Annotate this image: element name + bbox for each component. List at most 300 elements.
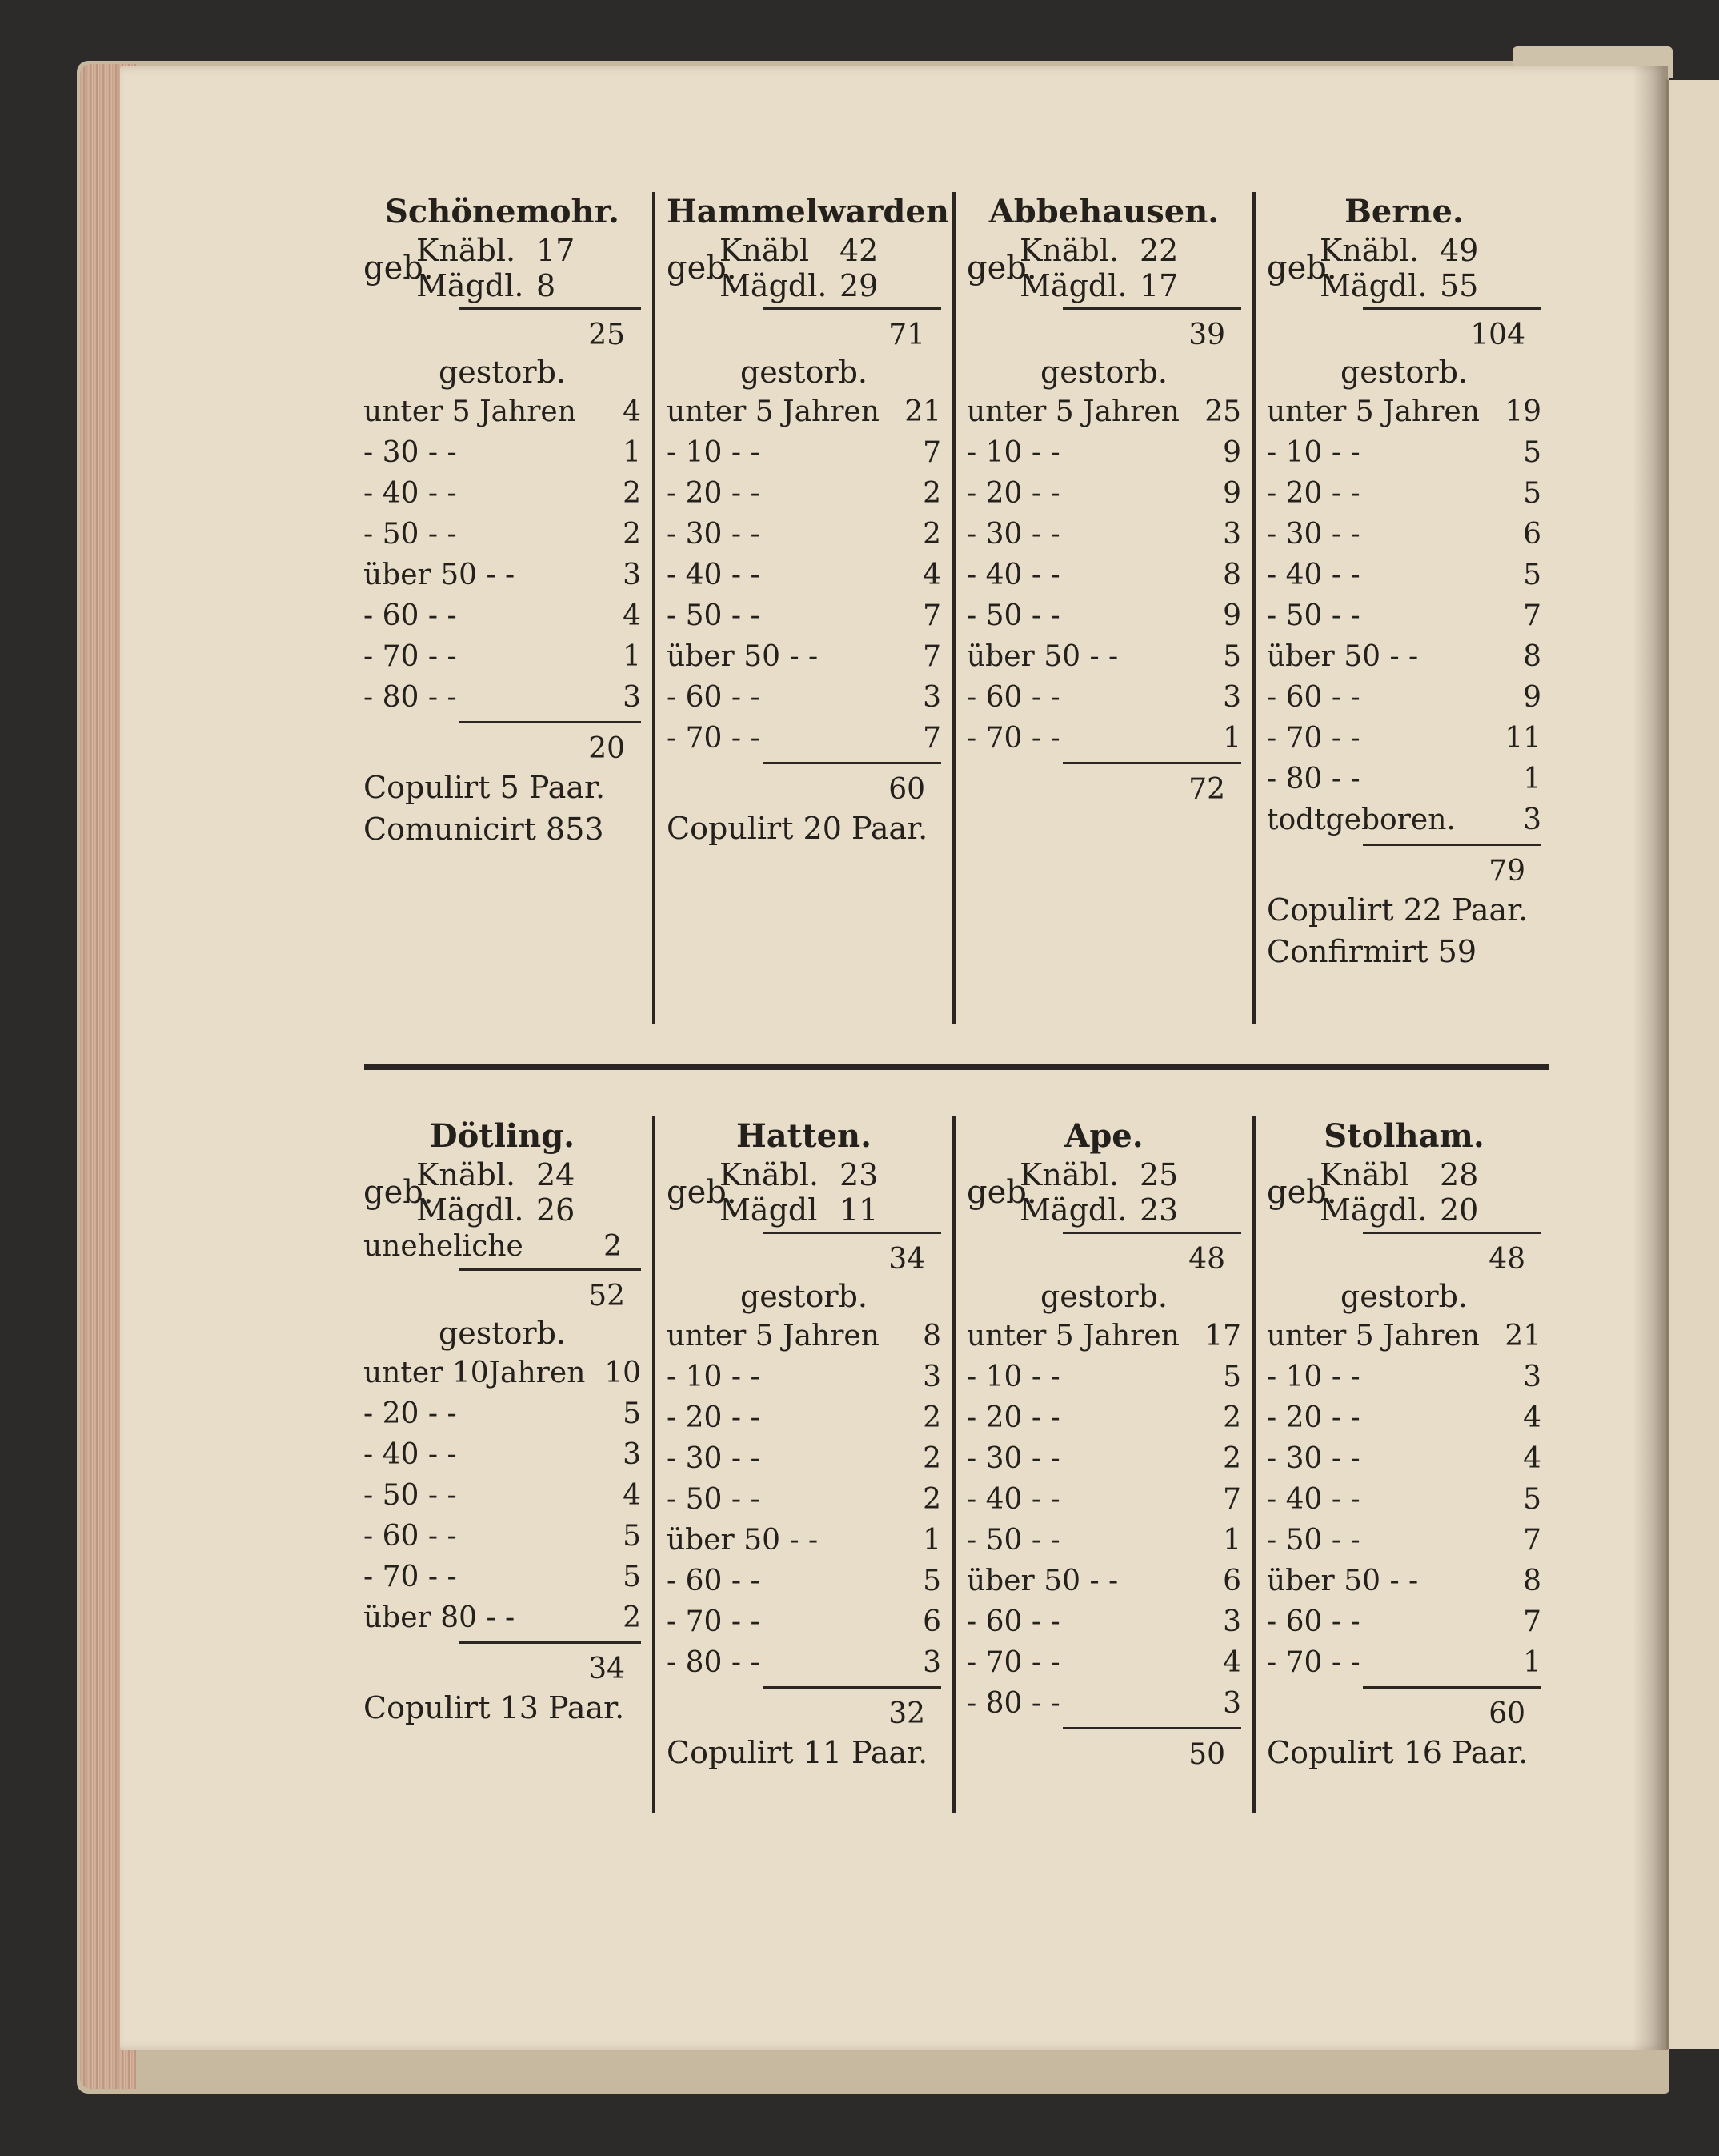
illegitimate-count: 2	[603, 1230, 622, 1263]
boys-count: 42	[839, 233, 879, 268]
parish-column	[952, 192, 1252, 1024]
age-bracket: - 50 - -	[1267, 599, 1360, 632]
sum-rule	[1363, 1232, 1541, 1234]
age-bracket: - 70 - -	[1267, 722, 1360, 755]
age-bracket: - 50 - -	[967, 599, 1060, 632]
death-count: 4	[623, 395, 641, 428]
births-total: 48	[1188, 1243, 1225, 1276]
age-bracket: - 60 - -	[667, 681, 760, 714]
births-block	[1267, 232, 1541, 304]
deaths-total: 50	[1188, 1738, 1225, 1771]
death-age-row	[1267, 514, 1541, 555]
death-count: 5	[623, 1520, 641, 1553]
boys-count: 28	[1440, 1157, 1479, 1192]
age-bracket: - 40 - -	[967, 1483, 1060, 1516]
births-block	[1267, 1156, 1541, 1228]
death-age-row	[363, 1353, 641, 1393]
death-age-row	[667, 595, 941, 636]
death-age-row	[667, 1520, 941, 1561]
age-bracket: - 50 - -	[363, 1479, 457, 1512]
age-bracket: - 20 - -	[1267, 477, 1360, 510]
death-count: 1	[1223, 1524, 1241, 1557]
death-count: 7	[1523, 1524, 1541, 1557]
death-age-row	[967, 1642, 1241, 1683]
death-age-row	[967, 677, 1241, 718]
age-bracket: - 50 - -	[1267, 1524, 1360, 1557]
death-count: 1	[1523, 763, 1541, 795]
births-total: 48	[1489, 1243, 1525, 1276]
age-bracket: unter 5 Jahren	[667, 395, 880, 428]
age-bracket: - 20 - -	[667, 477, 760, 510]
age-bracket: - 60 - -	[967, 1605, 1060, 1638]
death-age-row	[1267, 1601, 1541, 1642]
girls-line	[1020, 1192, 1241, 1228]
deaths-heading: gestorb.	[1040, 355, 1168, 390]
death-age-row	[363, 1393, 641, 1434]
parish-column	[352, 1116, 652, 1813]
sum-rule	[459, 1268, 641, 1271]
death-age-row	[667, 1357, 941, 1397]
births-total: 25	[588, 319, 625, 351]
age-bracket: über 50 - -	[967, 640, 1119, 673]
sum-rule	[1063, 762, 1241, 764]
death-count: 5	[1223, 1361, 1241, 1393]
age-bracket: - 70 - -	[667, 722, 760, 755]
death-count: 2	[923, 1442, 941, 1475]
girls-count: 8	[536, 268, 556, 303]
age-bracket: - 20 - -	[363, 1397, 457, 1430]
parish-name: Ape.	[1064, 1117, 1144, 1155]
births-block	[363, 1156, 641, 1228]
sum-rule	[763, 307, 941, 310]
death-age-row	[363, 1557, 641, 1597]
age-bracket: - 20 - -	[967, 477, 1060, 510]
births-label: geb.	[363, 1174, 434, 1211]
death-age-row	[967, 391, 1241, 432]
death-age-row	[667, 391, 941, 432]
death-age-row	[667, 1316, 941, 1357]
death-count: 5	[623, 1397, 641, 1430]
age-bracket: - 20 - -	[967, 1401, 1060, 1434]
parish-table-bottom	[352, 1116, 1553, 1813]
boys-count: 25	[1140, 1157, 1179, 1192]
death-count: 9	[1223, 436, 1241, 469]
boys-line	[719, 1157, 941, 1192]
death-age-row	[967, 1683, 1241, 1724]
death-age-row	[967, 1357, 1241, 1397]
age-bracket: - 60 - -	[1267, 1605, 1360, 1638]
births-lines	[719, 233, 941, 303]
death-count: 5	[623, 1561, 641, 1593]
girls-count: 26	[536, 1192, 575, 1228]
boys-count: 49	[1440, 233, 1479, 268]
death-count: 5	[1523, 559, 1541, 591]
girls-label: Mägdl.	[1320, 1192, 1428, 1228]
death-count: 7	[923, 599, 941, 632]
death-age-row	[967, 1397, 1241, 1438]
parish-note: Comunicirt 853	[363, 812, 604, 847]
death-count: 8	[1223, 559, 1241, 591]
age-bracket: - 50 - -	[667, 599, 760, 632]
age-bracket: - 60 - -	[1267, 681, 1360, 714]
death-count: 6	[1523, 518, 1541, 551]
parish-note: Copulirt 5 Paar.	[363, 770, 606, 805]
sum-rule	[763, 1232, 941, 1234]
death-count: 1	[623, 436, 641, 469]
death-count: 8	[1523, 1565, 1541, 1597]
age-bracket: - 30 - -	[667, 1442, 760, 1475]
births-block	[667, 232, 941, 304]
boys-label: Knäbl.	[1320, 233, 1420, 268]
girls-label: Mägdl.	[719, 268, 827, 303]
girls-count: 55	[1440, 268, 1479, 303]
death-age-row	[1267, 799, 1541, 840]
parish-note: Copulirt 22 Paar.	[1267, 892, 1529, 928]
age-bracket: - 10 - -	[667, 436, 760, 469]
births-lines	[1320, 1157, 1541, 1228]
boys-count: 24	[536, 1157, 575, 1192]
age-bracket: - 10 - -	[1267, 1361, 1360, 1393]
age-bracket: - 50 - -	[363, 518, 457, 551]
boys-line	[416, 1157, 641, 1192]
age-bracket: - 70 - -	[363, 1561, 457, 1593]
age-bracket: - 30 - -	[363, 436, 457, 469]
death-count: 17	[1204, 1320, 1241, 1353]
births-block	[363, 232, 641, 304]
death-age-row	[667, 636, 941, 677]
sum-rule	[1363, 844, 1541, 846]
age-bracket: - 60 - -	[667, 1565, 760, 1597]
death-count: 2	[623, 477, 641, 510]
death-count: 21	[904, 395, 941, 428]
births-label: geb.	[967, 1174, 1037, 1211]
death-age-row	[1267, 391, 1541, 432]
boys-label: Knäbl.	[1020, 233, 1120, 268]
death-age-row	[667, 677, 941, 718]
death-age-row	[363, 636, 641, 677]
deaths-heading: gestorb.	[1040, 1279, 1168, 1314]
death-age-row	[667, 1397, 941, 1438]
death-count: 5	[1523, 477, 1541, 510]
age-bracket: über 50 - -	[667, 1524, 819, 1557]
age-bracket: über 80 - -	[363, 1601, 515, 1634]
age-bracket: - 30 - -	[1267, 1442, 1360, 1475]
death-age-row	[1267, 1642, 1541, 1683]
sum-rule	[763, 1686, 941, 1689]
death-count: 4	[1223, 1646, 1241, 1679]
death-age-row	[667, 1438, 941, 1479]
death-count: 3	[623, 1438, 641, 1471]
sum-rule	[1363, 1686, 1541, 1689]
girls-line	[719, 1192, 941, 1228]
births-lines	[416, 1157, 641, 1228]
age-bracket: - 30 - -	[967, 1442, 1060, 1475]
death-age-row	[1267, 555, 1541, 595]
death-age-row	[363, 1516, 641, 1557]
death-age-row	[363, 1597, 641, 1638]
girls-line	[416, 268, 641, 303]
parish-column	[1252, 1116, 1553, 1813]
age-bracket: über 50 - -	[363, 559, 515, 591]
death-age-row	[667, 514, 941, 555]
boys-label: Knäbl	[1320, 1157, 1409, 1192]
age-bracket: - 40 - -	[1267, 1483, 1360, 1516]
girls-line	[719, 268, 941, 303]
death-age-row	[1267, 1561, 1541, 1601]
death-age-row	[363, 555, 641, 595]
death-count: 3	[923, 1646, 941, 1679]
births-total: 104	[1470, 319, 1525, 351]
girls-count: 29	[839, 268, 879, 303]
girls-line	[1320, 1192, 1541, 1228]
age-bracket: - 20 - -	[1267, 1401, 1360, 1434]
death-count: 1	[923, 1524, 941, 1557]
parish-name: Hatten.	[735, 1117, 872, 1155]
death-count: 3	[923, 681, 941, 714]
boys-label: Knäbl.	[1020, 1157, 1120, 1192]
age-bracket: - 40 - -	[1267, 559, 1360, 591]
sum-rule	[1063, 307, 1241, 310]
deaths-total: 20	[588, 732, 625, 765]
age-bracket: - 10 - -	[967, 436, 1060, 469]
facing-page-edge	[1666, 80, 1719, 2049]
age-bracket: über 50 - -	[1267, 1565, 1419, 1597]
death-age-row	[967, 636, 1241, 677]
death-count: 2	[923, 477, 941, 510]
death-age-row	[363, 432, 641, 473]
sum-rule	[459, 307, 641, 310]
girls-label: Mägdl.	[416, 1192, 524, 1228]
death-age-row	[1267, 636, 1541, 677]
births-label: geb.	[967, 250, 1037, 287]
parish-name: Berne.	[1344, 193, 1464, 230]
deaths-heading: gestorb.	[739, 1279, 868, 1314]
death-age-row	[1267, 1397, 1541, 1438]
boys-line	[1020, 1157, 1241, 1192]
death-count: 4	[623, 1479, 641, 1512]
death-count: 10	[604, 1357, 641, 1389]
death-age-row	[363, 514, 641, 555]
age-bracket: - 80 - -	[667, 1646, 760, 1679]
births-label: geb.	[1267, 1174, 1337, 1211]
death-count: 4	[623, 599, 641, 632]
births-label: geb.	[667, 1174, 737, 1211]
death-count: 9	[1223, 477, 1241, 510]
illegitimate-label: uneheliche	[363, 1230, 523, 1263]
death-age-row	[1267, 1479, 1541, 1520]
death-count: 4	[1523, 1442, 1541, 1475]
age-bracket: - 40 - -	[363, 1438, 457, 1471]
age-bracket: - 40 - -	[667, 559, 760, 591]
death-count: 2	[1223, 1401, 1241, 1434]
births-lines	[1020, 233, 1241, 303]
death-count: 25	[1204, 395, 1241, 428]
death-count: 5	[1523, 436, 1541, 469]
death-age-row	[667, 432, 941, 473]
parish-table-top	[352, 192, 1553, 1024]
parish-note: Copulirt 13 Paar.	[363, 1690, 625, 1725]
age-bracket: unter 5 Jahren	[967, 1320, 1180, 1353]
age-bracket: - 10 - -	[967, 1361, 1060, 1393]
death-age-row	[967, 473, 1241, 514]
death-age-row	[1267, 718, 1541, 759]
death-age-row	[1267, 432, 1541, 473]
girls-label: Mägdl.	[1020, 1192, 1128, 1228]
age-bracket: - 10 - -	[1267, 436, 1360, 469]
parish-name: Dötling.	[429, 1117, 575, 1155]
death-count: 3	[1223, 1605, 1241, 1638]
death-count: 7	[1223, 1483, 1241, 1516]
death-count: 9	[1223, 599, 1241, 632]
parish-note: Copulirt 16 Paar.	[1267, 1735, 1529, 1770]
death-count: 2	[923, 1483, 941, 1516]
death-age-row	[1267, 1438, 1541, 1479]
death-count: 19	[1505, 395, 1541, 428]
death-count: 1	[623, 640, 641, 673]
death-age-row	[667, 1561, 941, 1601]
death-count: 3	[623, 559, 641, 591]
death-age-row	[967, 1479, 1241, 1520]
death-count: 7	[923, 436, 941, 469]
death-count: 3	[623, 681, 641, 714]
death-count: 7	[1523, 599, 1541, 632]
age-bracket: - 70 - -	[363, 640, 457, 673]
girls-label: Mägdl.	[1020, 268, 1128, 303]
boys-line	[1320, 1157, 1541, 1192]
deaths-total: 60	[888, 773, 925, 806]
death-age-row	[363, 391, 641, 432]
age-bracket: - 70 - -	[967, 1646, 1060, 1679]
death-count: 1	[1523, 1646, 1541, 1679]
parish-column	[652, 1116, 952, 1813]
age-bracket: - 40 - -	[967, 559, 1060, 591]
age-bracket: unter 5 Jahren	[363, 395, 576, 428]
death-count: 2	[1223, 1442, 1241, 1475]
births-total: 71	[888, 319, 925, 351]
sum-rule	[459, 1641, 641, 1644]
death-count: 21	[1505, 1320, 1541, 1353]
births-block	[667, 1156, 941, 1228]
age-bracket: unter 5 Jahren	[967, 395, 1180, 428]
births-total: 39	[1188, 319, 1225, 351]
death-age-row	[1267, 1520, 1541, 1561]
death-age-row	[967, 432, 1241, 473]
death-count: 5	[1223, 640, 1241, 673]
girls-count: 23	[1140, 1192, 1179, 1228]
death-count: 2	[923, 518, 941, 551]
death-count: 7	[923, 722, 941, 755]
sum-rule	[1063, 1727, 1241, 1729]
death-age-row	[1267, 1316, 1541, 1357]
death-count: 7	[1523, 1605, 1541, 1638]
boys-count: 23	[839, 1157, 879, 1192]
age-bracket: - 80 - -	[967, 1687, 1060, 1720]
death-count: 3	[1223, 681, 1241, 714]
death-count: 6	[923, 1605, 941, 1638]
deaths-total: 79	[1489, 855, 1525, 888]
age-bracket: unter 5 Jahren	[1267, 395, 1480, 428]
boys-label: Knäbl	[719, 233, 809, 268]
death-age-row	[967, 555, 1241, 595]
age-bracket: - 50 - -	[667, 1483, 760, 1516]
girls-line	[416, 1192, 641, 1228]
death-age-row	[1267, 595, 1541, 636]
death-count: 3	[1523, 1361, 1541, 1393]
sum-rule	[459, 721, 641, 723]
death-age-row	[967, 1438, 1241, 1479]
girls-label: Mägdl.	[416, 268, 524, 303]
parish-name: Schönemohr.	[385, 193, 619, 230]
deaths-heading: gestorb.	[438, 1316, 567, 1351]
births-total: 34	[888, 1243, 925, 1276]
death-count: 2	[623, 518, 641, 551]
births-label: geb.	[1267, 250, 1337, 287]
death-count: 3	[1523, 803, 1541, 836]
death-age-row	[363, 1475, 641, 1516]
age-bracket: - 70 - -	[1267, 1646, 1360, 1679]
girls-count: 11	[839, 1192, 879, 1228]
death-count: 2	[923, 1401, 941, 1434]
births-block	[967, 1156, 1241, 1228]
age-bracket: unter 5 Jahren	[667, 1320, 880, 1353]
illegitimate-line	[363, 1228, 641, 1265]
deaths-heading: gestorb.	[438, 355, 567, 390]
deaths-total: 32	[888, 1697, 925, 1730]
girls-count: 17	[1140, 268, 1179, 303]
death-age-row	[967, 595, 1241, 636]
age-bracket: - 70 - -	[967, 722, 1060, 755]
girls-count: 20	[1440, 1192, 1479, 1228]
death-age-row	[363, 1434, 641, 1475]
age-bracket: - 10 - -	[667, 1361, 760, 1393]
girls-line	[1320, 268, 1541, 303]
spine-shadow	[1633, 66, 1668, 2050]
girls-label: Mägdl.	[1320, 268, 1428, 303]
births-lines	[416, 233, 641, 303]
death-age-row	[1267, 1357, 1541, 1397]
death-age-row	[667, 473, 941, 514]
death-age-row	[363, 473, 641, 514]
age-bracket: - 30 - -	[667, 518, 760, 551]
death-count: 3	[1223, 1687, 1241, 1720]
age-bracket: - 20 - -	[667, 1401, 760, 1434]
death-age-row	[667, 1642, 941, 1683]
death-age-row	[967, 1316, 1241, 1357]
death-count: 2	[623, 1601, 641, 1634]
boys-label: Knäbl.	[416, 233, 516, 268]
death-age-row	[667, 1601, 941, 1642]
parish-column	[352, 192, 652, 1024]
boys-count: 17	[536, 233, 575, 268]
age-bracket: - 80 - -	[363, 681, 457, 714]
age-bracket: - 60 - -	[967, 681, 1060, 714]
age-bracket: - 60 - -	[363, 599, 457, 632]
death-count: 5	[1523, 1483, 1541, 1516]
death-age-row	[1267, 759, 1541, 799]
boys-count: 22	[1140, 233, 1179, 268]
death-count: 3	[1223, 518, 1241, 551]
age-bracket: todtgeboren.	[1267, 803, 1456, 836]
death-count: 5	[923, 1565, 941, 1597]
death-age-row	[967, 1520, 1241, 1561]
death-count: 8	[1523, 640, 1541, 673]
death-age-row	[967, 718, 1241, 759]
death-age-row	[1267, 473, 1541, 514]
parish-note: Confirmirt 59	[1267, 934, 1477, 969]
death-count: 7	[923, 640, 941, 673]
death-count: 6	[1223, 1565, 1241, 1597]
section-divider	[364, 1064, 1549, 1070]
